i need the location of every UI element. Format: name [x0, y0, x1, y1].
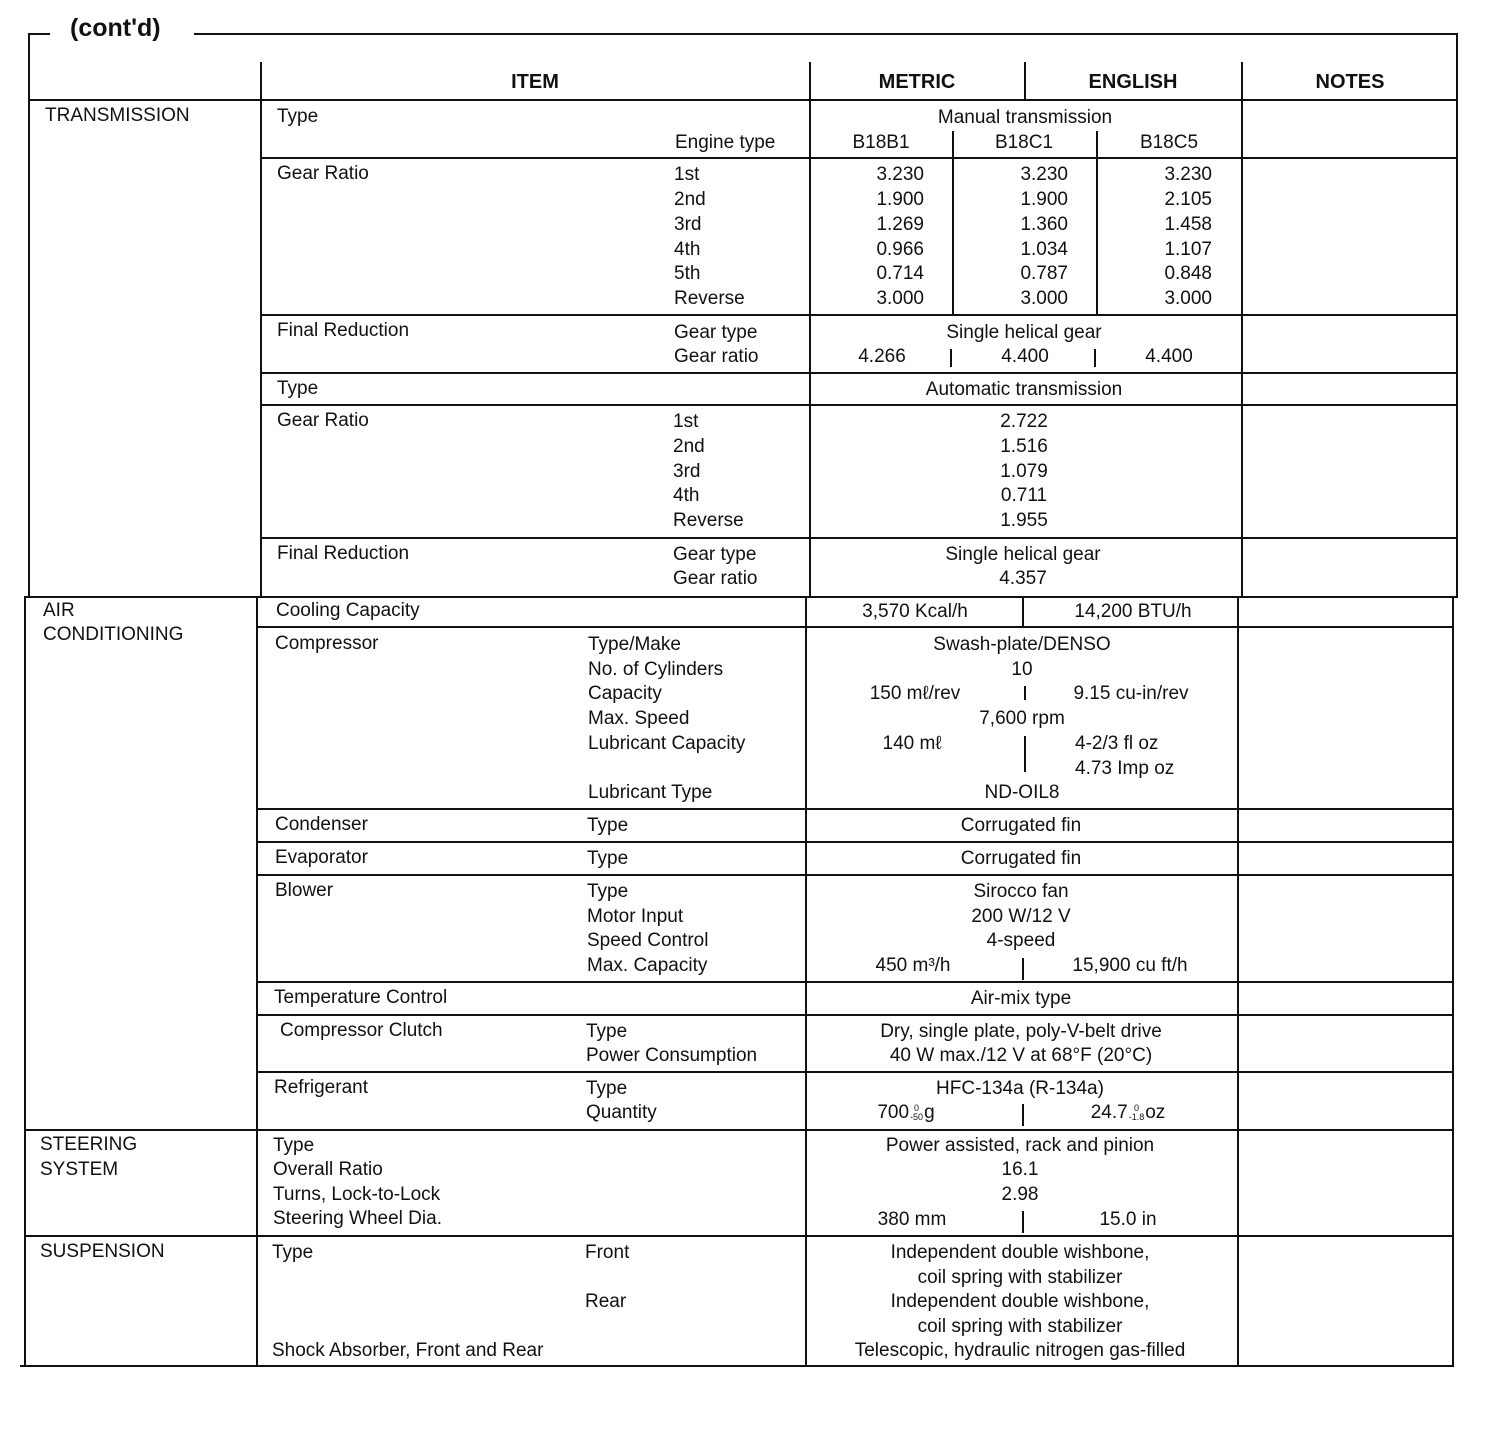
ratio-b18c5: 3.000 — [1164, 288, 1212, 309]
auto-gear-ratio-label: Gear Ratio — [277, 410, 369, 431]
qty-english-tolerance — [1129, 1104, 1145, 1122]
auto-gear-ratio-sub-label: Gear ratio — [673, 568, 758, 589]
turns-label: Turns, Lock-to-Lock — [273, 1184, 441, 1205]
evaporator-type-value: Corrugated fin — [960, 848, 1082, 869]
auto-final-reduction-label: Final Reduction — [277, 543, 410, 564]
lub-type-label: Lubricant Type — [588, 782, 713, 803]
header-notes: NOTES — [1315, 71, 1385, 93]
gear-label: Reverse — [674, 288, 745, 309]
evaporator-label: Evaporator — [275, 847, 368, 868]
ratio-b18c1: 3.000 — [1020, 288, 1068, 309]
steering-type-label: Type — [273, 1135, 315, 1156]
max-capacity-english: 15,900 cu ft/h — [1072, 955, 1188, 976]
section-air-conditioning-line2: CONDITIONING — [43, 624, 184, 645]
gear-label: Reverse — [673, 510, 744, 531]
steering-type-value: Power assisted, rack and pinion — [885, 1135, 1155, 1156]
manual-gear-type-value: Single helical gear — [946, 322, 1102, 343]
auto-gear-type-value: Single helical gear — [945, 544, 1101, 565]
manual-type-label: Type — [277, 106, 319, 127]
capacity-label: Capacity — [588, 683, 662, 704]
auto-ratio: 1.955 — [1000, 510, 1048, 531]
ratio-b18c5: 3.230 — [1164, 164, 1212, 185]
clutch-type-value: Dry, single plate, poly-V-belt drive — [880, 1021, 1162, 1042]
lub-capacity-english2: 4.73 Imp oz — [1075, 758, 1175, 779]
condenser-type-label: Type — [587, 815, 629, 836]
rear-value-line2: coil spring with stabilizer — [917, 1316, 1123, 1337]
manual-gear-ratio-label: Gear Ratio — [277, 163, 369, 184]
refrigerant-quantity-english — [1091, 1101, 1166, 1125]
qty-english-tol-upper: 0 — [1133, 1102, 1139, 1113]
section-steering-line2: SYSTEM — [40, 1159, 119, 1180]
engine-b18c1: B18C1 — [994, 132, 1054, 153]
refrigerant-type-value: HFC-134a (R-134a) — [936, 1078, 1104, 1099]
gear-label: 1st — [674, 164, 700, 185]
front-label: Front — [585, 1242, 630, 1263]
section-steering: STEERING — [40, 1134, 138, 1155]
ratio-b18c5: 1.107 — [1164, 239, 1212, 260]
section-transmission: TRANSMISSION — [45, 105, 190, 126]
gear-label: 1st — [673, 411, 699, 432]
ratio-b18b1: 1.900 — [876, 189, 924, 210]
clutch-type-label: Type — [586, 1021, 628, 1042]
refrigerant-quantity-metric — [877, 1101, 934, 1125]
gear-label: 3rd — [674, 214, 702, 235]
auto-ratio: 1.516 — [1000, 436, 1048, 457]
power-consumption-value: 40 W max./12 V at 68°F (20°C) — [889, 1045, 1153, 1066]
qty-metric-tolerance — [910, 1104, 923, 1122]
auto-ratio: 1.079 — [1000, 461, 1048, 482]
engine-type-label: Engine type — [675, 132, 776, 153]
cooling-metric: 3,570 Kcal/h — [862, 601, 968, 622]
front-value-line2: coil spring with stabilizer — [917, 1267, 1123, 1288]
ratio-b18b1: 1.269 — [876, 214, 924, 235]
cooling-label: Cooling Capacity — [276, 600, 420, 621]
max-capacity-metric: 450 m³/h — [875, 955, 951, 976]
manual-final-reduction-label: Final Reduction — [277, 320, 410, 341]
qty-english-unit: oz — [1145, 1102, 1166, 1123]
max-capacity-label: Max. Capacity — [587, 955, 708, 976]
ratio-b18c5: 0.848 — [1164, 263, 1212, 284]
temp-control-label: Temperature Control — [274, 987, 448, 1008]
gear-label: 4th — [674, 239, 701, 260]
gear-label: 2nd — [674, 189, 706, 210]
header-metric: METRIC — [878, 71, 956, 93]
cylinders-value: 10 — [1011, 659, 1033, 680]
gear-label: 3rd — [673, 461, 701, 482]
gear-label: 2nd — [673, 436, 705, 457]
section-suspension: SUSPENSION — [40, 1241, 165, 1262]
evaporator-type-label: Type — [587, 848, 629, 869]
cooling-english: 14,200 BTU/h — [1074, 601, 1192, 622]
engine-b18b1: B18B1 — [852, 132, 910, 153]
final-ratio-b18b1: 4.266 — [858, 346, 906, 367]
refrigerant-label: Refrigerant — [274, 1077, 368, 1098]
capacity-english: 9.15 cu-in/rev — [1073, 683, 1189, 704]
auto-ratio: 0.711 — [1000, 485, 1048, 506]
capacity-metric: 150 mℓ/rev — [869, 683, 961, 704]
refrigerant-type-label: Type — [586, 1078, 628, 1099]
auto-gear-type-label: Gear type — [673, 544, 757, 565]
engine-b18c5: B18C5 — [1139, 132, 1199, 153]
ratio-b18c1: 1.360 — [1020, 214, 1068, 235]
refrigerant-quantity-label: Quantity — [586, 1102, 657, 1123]
cylinders-label: No. of Cylinders — [588, 659, 724, 680]
qty-english-base: 24.7 — [1090, 1102, 1128, 1123]
max-speed-label: Max. Speed — [588, 708, 690, 729]
ratio-b18b1: 0.714 — [876, 263, 924, 284]
speed-control-label: Speed Control — [587, 930, 709, 951]
header-item: ITEM — [511, 71, 559, 93]
motor-input-value: 200 W/12 V — [971, 906, 1071, 927]
qty-metric-tol-lower: -50 — [910, 1111, 924, 1122]
rear-label: Rear — [585, 1291, 627, 1312]
wheel-dia-label: Steering Wheel Dia. — [273, 1208, 442, 1229]
qty-english-tol-lower: -1.8 — [1128, 1111, 1145, 1122]
auto-final-ratio: 4.357 — [999, 568, 1047, 589]
condenser-type-value: Corrugated fin — [960, 815, 1082, 836]
turns-value: 2.98 — [1001, 1184, 1039, 1205]
ratio-b18c1: 1.900 — [1020, 189, 1068, 210]
suspension-type-label: Type — [272, 1242, 314, 1263]
condenser-label: Condenser — [275, 814, 368, 835]
compressor-label: Compressor — [275, 633, 379, 654]
qty-metric-tol-upper: 0 — [914, 1102, 920, 1113]
final-ratio-b18c5: 4.400 — [1145, 346, 1193, 367]
overall-ratio-value: 16.1 — [1001, 1159, 1039, 1180]
front-value-line1: Independent double wishbone, — [890, 1242, 1150, 1263]
gear-label: 5th — [674, 263, 701, 284]
motor-input-label: Motor Input — [587, 906, 684, 927]
manual-gear-ratio-sub-label: Gear ratio — [674, 346, 759, 367]
ratio-b18c5: 1.458 — [1164, 214, 1212, 235]
temp-control-value: Air-mix type — [970, 988, 1072, 1009]
lub-capacity-metric: 140 mℓ — [882, 733, 942, 754]
qty-metric-base: 700 — [877, 1102, 910, 1123]
compressor-type-make-value: Swash-plate/DENSO — [933, 634, 1111, 655]
auto-type-label: Type — [277, 378, 319, 399]
speed-control-value: 4-speed — [986, 930, 1056, 951]
lub-capacity-english1: 4-2/3 fl oz — [1075, 733, 1159, 754]
ratio-b18b1: 3.230 — [876, 164, 924, 185]
blower-label: Blower — [275, 880, 334, 901]
lub-type-value: ND-OIL8 — [984, 782, 1060, 803]
section-air-conditioning: AIR — [43, 600, 75, 621]
header-english: ENGLISH — [1088, 71, 1178, 93]
ratio-b18c1: 3.230 — [1020, 164, 1068, 185]
shock-value: Telescopic, hydraulic nitrogen gas-filled — [854, 1340, 1186, 1361]
shock-label: Shock Absorber, Front and Rear — [272, 1340, 544, 1361]
clutch-label: Compressor Clutch — [280, 1020, 443, 1041]
blower-type-value: Sirocco fan — [973, 881, 1069, 902]
qty-metric-unit: g — [924, 1102, 935, 1123]
wheel-dia-metric: 380 mm — [877, 1209, 947, 1230]
auto-ratio: 2.722 — [1000, 411, 1048, 432]
auto-type-value: Automatic transmission — [925, 379, 1123, 400]
compressor-type-make-label: Type/Make — [588, 634, 681, 655]
blower-type-label: Type — [587, 881, 629, 902]
rear-value-line1: Independent double wishbone, — [890, 1291, 1150, 1312]
overall-ratio-label: Overall Ratio — [273, 1159, 383, 1180]
ratio-b18c1: 1.034 — [1020, 239, 1068, 260]
final-ratio-b18c1: 4.400 — [1001, 346, 1049, 367]
ratio-b18b1: 0.966 — [876, 239, 924, 260]
ratio-b18c1: 0.787 — [1020, 263, 1068, 284]
ratio-b18c5: 2.105 — [1164, 189, 1212, 210]
max-speed-value: 7,600 rpm — [979, 708, 1065, 729]
manual-type-value: Manual transmission — [937, 107, 1113, 128]
gear-label: 4th — [673, 485, 700, 506]
lub-capacity-label: Lubricant Capacity — [588, 733, 746, 754]
manual-gear-type-label: Gear type — [674, 322, 758, 343]
wheel-dia-english: 15.0 in — [1099, 1209, 1157, 1230]
page-title: (cont'd) — [70, 14, 161, 42]
power-consumption-label: Power Consumption — [586, 1045, 758, 1066]
ratio-b18b1: 3.000 — [876, 288, 924, 309]
